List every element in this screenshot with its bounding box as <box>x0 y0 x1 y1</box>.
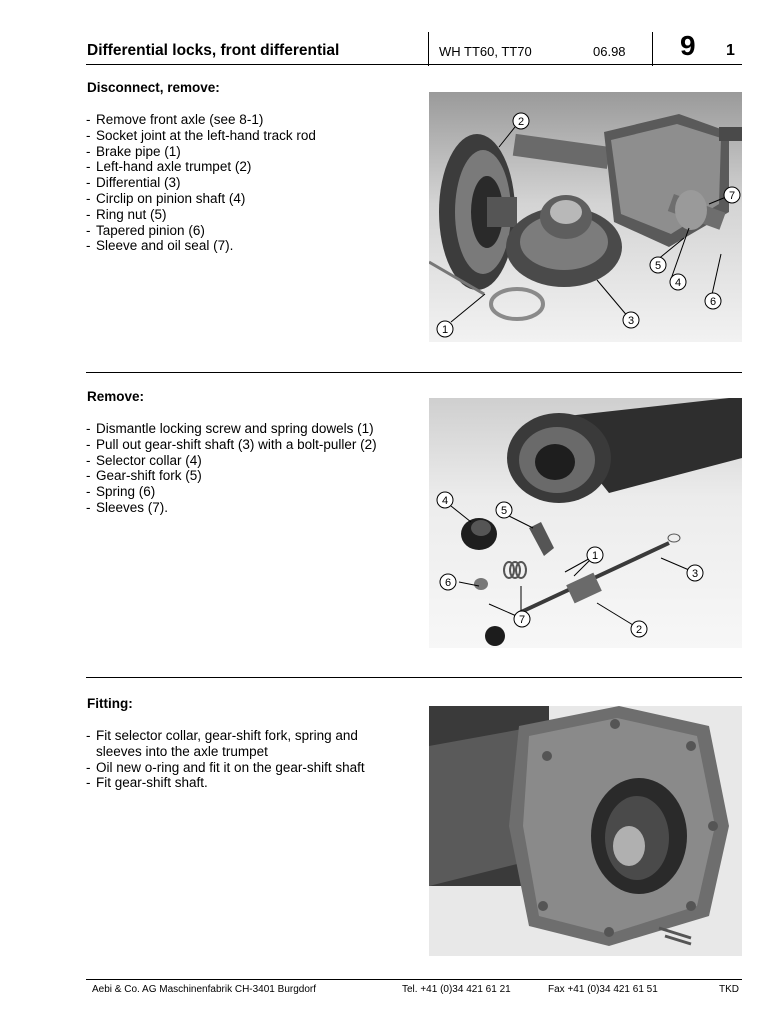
callout-label: 3 <box>691 568 699 580</box>
section-title-fitting: Fitting: <box>87 696 133 711</box>
footer-company: Aebi & Co. AG Maschinenfabrik CH-3401 Burgdorf <box>92 984 316 995</box>
assembled-trumpet-photo <box>429 706 742 956</box>
list-item: - Left-hand axle trumpet (2) <box>86 159 316 175</box>
callout-label: 7 <box>728 190 736 202</box>
section-title-disconnect: Disconnect, remove: <box>87 80 220 95</box>
list-item: - Sleeves (7). <box>86 500 377 516</box>
list-item: - Tapered pinion (6) <box>86 223 316 239</box>
list-item: - Socket joint at the left-hand track rod <box>86 128 316 144</box>
callout-label: 7 <box>518 614 526 626</box>
model-label: WH TT60, TT70 <box>439 44 532 59</box>
list-item: - Fit gear-shift shaft. <box>86 775 386 791</box>
page-number: 1 <box>726 42 735 59</box>
callout-label: 4 <box>674 277 682 289</box>
list-item: - Brake pipe (1) <box>86 144 316 160</box>
header-divider <box>652 32 653 66</box>
list-item: - Pull out gear-shift shaft (3) with a bolt-puller (2) <box>86 437 377 453</box>
header-rule <box>86 64 742 65</box>
differential-exploded-photo <box>429 92 742 342</box>
callout-label: 1 <box>591 550 599 562</box>
list-item: - Differential (3) <box>86 175 316 191</box>
footer-tel: Tel. +41 (0)34 421 61 21 <box>402 984 511 995</box>
callout-label: 2 <box>635 624 643 636</box>
fitting-steps-list <box>86 728 386 791</box>
callout-label: 1 <box>441 324 449 336</box>
chapter-number: 9 <box>680 30 696 61</box>
remove-steps-list <box>86 421 377 516</box>
date-label: 06.98 <box>593 44 626 59</box>
callout-label: 4 <box>441 495 449 507</box>
section-divider <box>86 677 742 678</box>
list-item: - Circlip on pinion shaft (4) <box>86 191 316 207</box>
list-item: - Remove front axle (see 8-1) <box>86 112 316 128</box>
footer-rule <box>86 979 742 980</box>
footer-code: TKD <box>719 984 739 995</box>
callout-label: 2 <box>517 116 525 128</box>
callout-label: 5 <box>654 260 662 272</box>
header-divider <box>428 32 429 66</box>
gearshift-parts-photo <box>429 398 742 648</box>
callout-label: 6 <box>709 296 717 308</box>
callout-label: 3 <box>627 315 635 327</box>
footer-fax: Fax +41 (0)34 421 61 51 <box>548 984 658 995</box>
list-item: - Oil new o-ring and fit it on the gear-shift shaft <box>86 760 386 776</box>
list-item: - Dismantle locking screw and spring dowels (1) <box>86 421 377 437</box>
callout-label: 5 <box>500 505 508 517</box>
list-item: - Fit selector collar, gear-shift fork, spring and sleeves into the axle trumpet <box>86 728 386 760</box>
section-divider <box>86 372 742 373</box>
callout-label: 6 <box>444 577 452 589</box>
disconnect-steps-list <box>86 112 316 254</box>
section-title-remove: Remove: <box>87 389 145 404</box>
list-item: - Gear-shift fork (5) <box>86 468 377 484</box>
list-item: - Sleeve and oil seal (7). <box>86 238 316 254</box>
page-title: Differential locks, front differential <box>87 42 340 59</box>
list-item: - Spring (6) <box>86 484 377 500</box>
list-item: - Ring nut (5) <box>86 207 316 223</box>
list-item: - Selector collar (4) <box>86 453 377 469</box>
